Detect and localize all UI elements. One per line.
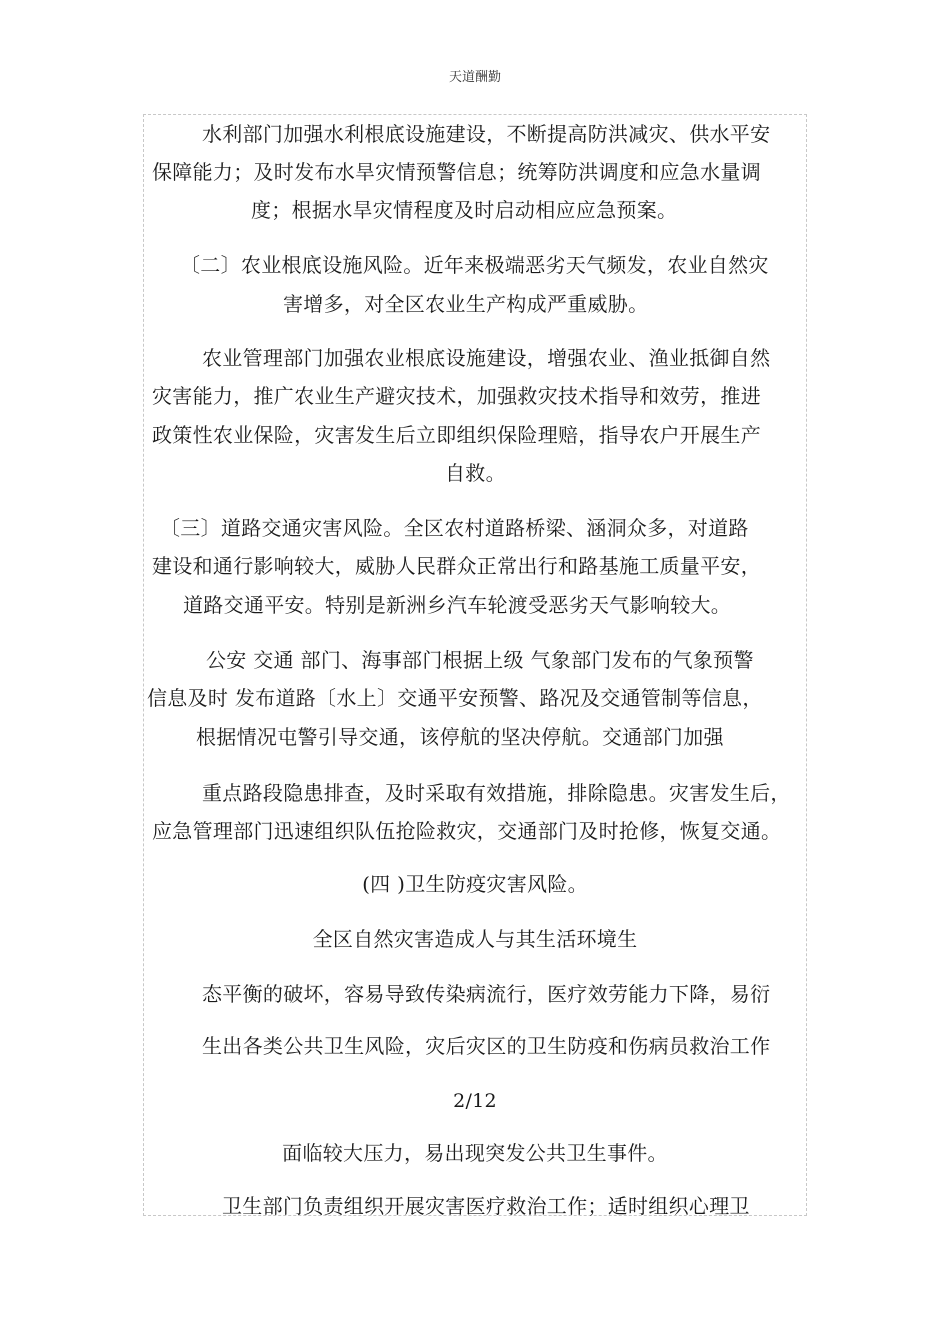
page-number: 2/12	[453, 1090, 497, 1112]
text-line: 害增多，对全区农业生产构成严重威胁。	[283, 292, 649, 316]
text-line: 〔二〕农业根底设施风险。近年来极端恶劣天气频发，农业自然灾	[180, 253, 769, 277]
text-line: 自救。	[445, 461, 506, 485]
text-line: 态平衡的破坏，容易导致传染病流行，医疗效劳能力下降，易衍	[202, 982, 771, 1006]
text-line: 应急管理部门迅速组织队伍抢险救灾，交通部门及时抢修，恢复交通。	[152, 819, 782, 843]
text-line: 建设和通行影响较大，威胁人民群众正常出行和路基施工质量平安，	[152, 554, 761, 578]
text-line: 卫生部门负责组织开展灾害医疗救治工作；适时组织心理卫	[222, 1194, 750, 1218]
text-line: 公安 交通 部门、海事部门根据上级 气象部门发布的气象预警	[206, 648, 754, 672]
text-line: 灾害能力，推广农业生产避灾技术，加强救灾技术指导和效劳，推进	[152, 384, 761, 408]
text-line: 道路交通平安。特别是新洲乡汽车轮渡受恶劣天气影响较大。	[183, 593, 732, 617]
text-line: 保障能力；及时发布水旱灾情预警信息；统筹防洪调度和应急水量调	[152, 160, 761, 184]
text-line: 农业管理部门加强农业根底设施建设，增强农业、渔业抵御自然	[202, 346, 771, 370]
text-line: 重点路段隐患排查，及时采取有效措施，排除隐患。灾害发生后，	[202, 781, 791, 805]
text-line: 政策性农业保险，灾害发生后立即组织保险理赔，指导农户开展生产	[152, 423, 761, 447]
section-heading: (四 )卫生防疫灾害风险。	[362, 872, 588, 896]
page-header: 天道酬勤	[448, 70, 501, 85]
text-line: 根据情况屯警引导交通，该停航的坚决停航。交通部门加强	[196, 725, 724, 749]
text-line: 面临较大压力，易出现突发公共卫生事件。	[282, 1141, 668, 1165]
text-line: 〔三〕道路交通灾害风险。全区农村道路桥梁、涵洞众多，对道路	[160, 516, 749, 540]
text-line: 度；根据水旱灾情程度及时启动相应应急预案。	[251, 198, 678, 222]
text-line: 信息及时 发布道路〔水上〕交通平安预警、路况及交通管制等信息，	[147, 686, 763, 710]
text-line: 全区自然灾害造成人与其生活环境生	[312, 927, 638, 951]
text-line: 生出各类公共卫生风险，灾后灾区的卫生防疫和伤病员救治工作	[202, 1034, 771, 1058]
text-line: 水利部门加强水利根底设施建设，不断提高防洪减灾、供水平安	[202, 122, 771, 146]
